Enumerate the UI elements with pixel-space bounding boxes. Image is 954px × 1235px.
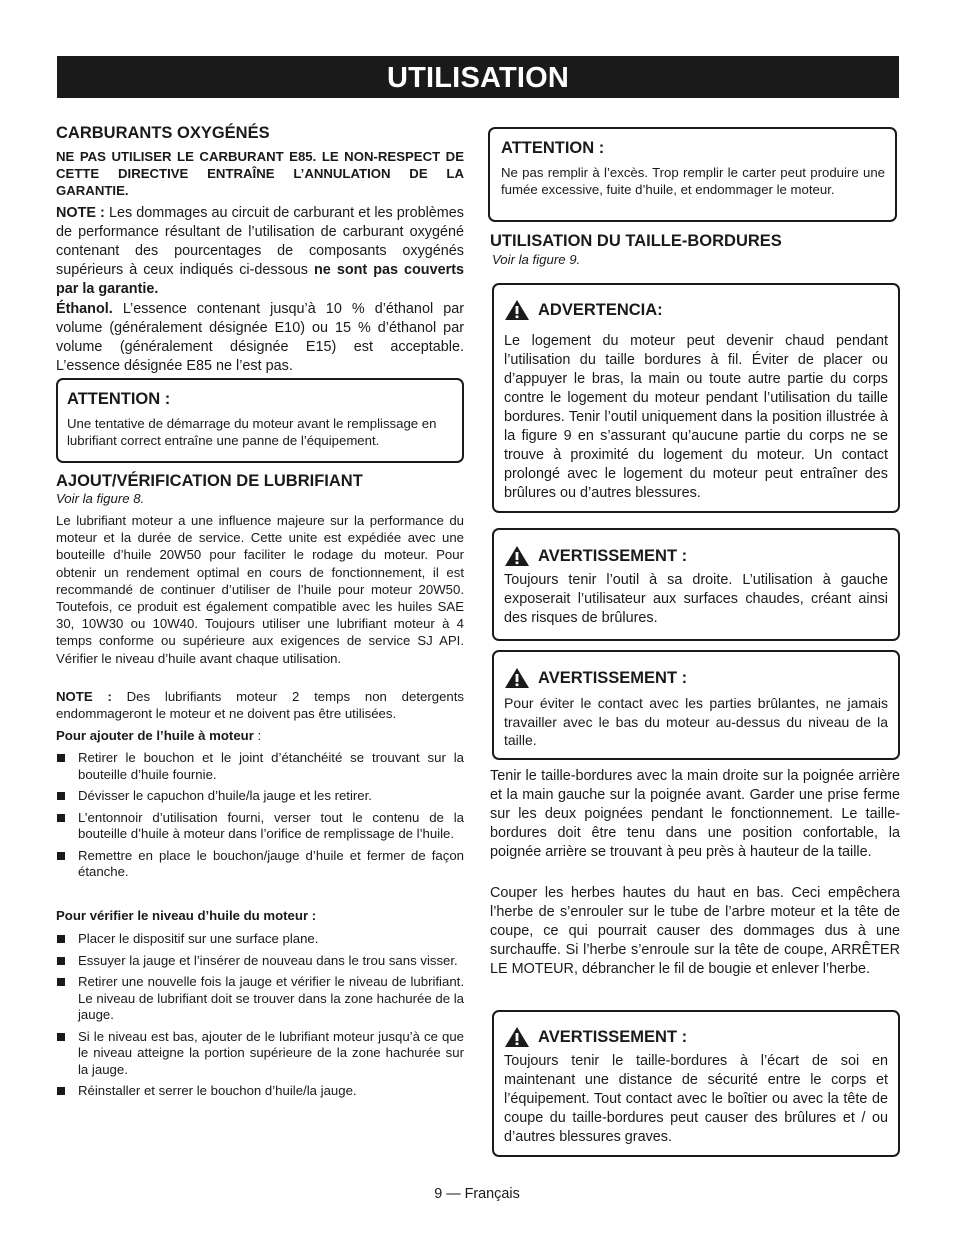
advertencia-box [492, 283, 900, 513]
utilisation-heading: UTILISATION DU TAILLE-BORDURES [490, 232, 782, 250]
warning-triangle-icon [504, 545, 530, 567]
lub-note-text: Des lubrifiants moteur 2 temps non detergents endommageront le moteur et ne doivent pas être utilisées. [56, 689, 464, 722]
ethanol-paragraph [56, 300, 464, 376]
avertissement-title: AVERTISSEMENT : [538, 1028, 688, 1046]
avertissement-title-row [504, 667, 888, 689]
list-item: Dévisser le capuchon d’huile/la jauge et les retirer. [56, 788, 464, 805]
note-bold-end: ne sont pas couverts par la garantie. [56, 262, 464, 297]
note-label: NOTE : [56, 205, 105, 221]
couper-paragraph: Couper les herbes hautes du haut en bas. Ceci empêchera l’herbe de s’enrouler sur le tube de l’arbre moteur et la tête de coupe, ce qui pourrait causer des dommages dus à une surchauffe. Si l’herbe s’enroule sur la tête de coupe, ARRÊTER LE MOTEUR, débrancher le fil de bougie et enlever l’herbe. [490, 885, 900, 977]
attention-text: Une tentative de démarrage du moteur avant le remplissage en lubrifiant correct entraîne une panne de l’équipement. [67, 416, 437, 449]
avertissement-text: Pour éviter le contact avec les parties brûlantes, ne jamais travailler avec le bas du moteur au-dessus du niveau de la taille. [504, 695, 888, 748]
lubrifiant-paragraph: Le lubrifiant moteur a une influence majeure sur la performance du moteur et la durée de service. Cette unite est expédiée avec une bouteille d’huile 20W50 pour faciliter le rodage du moteur. Pour obtenir un rendement optimal en cours de fonctionnement, il est recommandé de continuer d’utiliser de l’huile pour moteur 20W50. Toutefois, ce produit est également compatible avec les huiles SAE 30, 10W30 ou 10W40. Toujours utiliser une lubrifiant moteur à 4 temps conforme ou supérieure aux exigences de service SJ API. Vérifier le niveau d’huile avant chaque utilisation. [56, 513, 464, 666]
attention-title: ATTENTION : [67, 390, 171, 408]
list-item: Remettre en place le bouchon/jauge d’huile et fermer de façon étanche. [56, 848, 464, 881]
avertissement-title-row [504, 1026, 888, 1048]
note-text: Les dommages au circuit de carburant et les problèmes de performance résultant de l’utilisation de carburant oxygéné contenant des pourcentages de composants oxygénés supérieurs à ceux indiqués ci-dessous [56, 205, 464, 278]
carburants-heading: CARBURANTS OXYGÉNÉS [56, 124, 270, 142]
attention-box-right [488, 127, 897, 222]
page-banner: UTILISATION [57, 56, 899, 98]
add-oil-list [56, 750, 464, 886]
avertissement-title-row [504, 545, 888, 567]
check-oil-list [56, 931, 464, 1105]
list-item: Placer le dispositif sur une surface plane. [56, 931, 464, 948]
list-item: Retirer une nouvelle fois la jauge et vérifier le niveau de lubrifiant. Le niveau de lubrifiant doit se trouver dans la zone hachurée de la jauge. [56, 974, 464, 1024]
see-figure-8: Voir la figure 8. [56, 491, 145, 506]
page-footer: 9 — Français [434, 1186, 520, 1202]
lubrifiant-note [56, 688, 464, 722]
avertissement-box-3 [492, 1010, 900, 1157]
lub-note-label: NOTE : [56, 689, 112, 704]
attention-title: ATTENTION : [501, 139, 605, 157]
ethanol-label: Éthanol. [56, 301, 113, 317]
advertencia-title: ADVERTENCIA: [538, 301, 663, 319]
avertissement-text: Toujours tenir le taille-bordures à l’écart de soi en maintenant une distance de sécurité entre le corps et l’équipement. Tout contact avec le boîtier ou avec la tête de coupe du taille-bordures peut causer des brûlures et / ou d’autres blessures graves. [504, 1053, 888, 1145]
list-item: L’entonnoir d’utilisation fourni, verser tout le contenu de la bouteille d’huile à moteur dans l’orifice de remplissage de l’huile. [56, 810, 464, 843]
carburants-note [56, 204, 464, 299]
list-item: Si le niveau est bas, ajouter de le lubrifiant moteur jusqu’à ce que le niveau atteigne la portion supérieure de la zone hachurée sur la jauge. [56, 1029, 464, 1079]
carburants-warning: NE PAS UTILISER LE CARBURANT E85. LE NON-RESPECT DE CETTE DIRECTIVE ENTRAÎNE L’ANNULATION DE LA GARANTIE. [56, 149, 464, 199]
advertencia-text: Le logement du moteur peut devenir chaud pendant l’utilisation du taille bordures à fil. Éviter de placer ou d’appuyer le bras, la main ou toute autre partie du corps contre le logement du moteur pendant l’utilisation du taille bordures. Tenir l’outil uniquement dans la position illustrée à la figure 9 en s’assurant qu’aucune partie du corps ne se trouve à proximité du logement du moteur. Un contact prolongé avec le logement du moteur peut entraîner des brûlures ou d’autres blessures. [504, 333, 888, 501]
avertissement-box-1 [492, 528, 900, 641]
list-item: Retirer le bouchon et le joint d’étanchéité se trouvant sur la bouteille d’huile fournie. [56, 750, 464, 783]
add-oil-heading-bold: Pour ajouter de l’huile à moteur [56, 728, 254, 743]
ethanol-text: L’essence contenant jusqu’à 10 % d’éthanol par volume (généralement désignée E10) ou 15 % d’éthanol par volume (généralement désignée E15) est acceptable. L’essence désignée E85 ne l’est pas. [56, 301, 464, 374]
advertencia-title-row [504, 299, 888, 321]
lubrifiant-heading: AJOUT/VÉRIFICATION DE LUBRIFIANT [56, 472, 363, 490]
warning-triangle-icon [504, 299, 530, 321]
avertissement-title: AVERTISSEMENT : [538, 547, 688, 565]
add-oil-heading-suffix: : [253, 728, 262, 743]
tenir-paragraph: Tenir le taille-bordures avec la main droite sur la poignée arrière et la main gauche sur la poignée avant. Garder une prise ferme sur les deux poignées pendant le fonctionnement. Le taille-bordures doit être tenu dans une position confortable, la poignée arrière se trouvant à peu près à hauteur de la taille. [490, 768, 900, 860]
warning-triangle-icon [504, 1026, 530, 1048]
add-oil-heading [56, 727, 261, 744]
avertissement-box-2 [492, 650, 900, 760]
list-item: Réinstaller et serrer le bouchon d’huile/la jauge. [56, 1083, 464, 1100]
avertissement-text: Toujours tenir l’outil à sa droite. L’utilisation à gauche exposerait l’utilisateur aux surfaces chaudes, créant ainsi des risques de brûlures. [504, 572, 888, 626]
list-item: Essuyer la jauge et l’insérer de nouveau dans le trou sans visser. [56, 953, 464, 970]
avertissement-title: AVERTISSEMENT : [538, 669, 688, 687]
check-oil-heading: Pour vérifier le niveau d’huile du moteur : [56, 908, 317, 923]
see-figure-9: Voir la figure 9. [492, 252, 581, 267]
attention-text: Ne pas remplir à l’excès. Trop remplir le carter peut produire une fumée excessive, fuite d’huile, et endommager le moteur. [501, 165, 885, 198]
attention-box-left [56, 378, 464, 463]
warning-triangle-icon [504, 667, 530, 689]
